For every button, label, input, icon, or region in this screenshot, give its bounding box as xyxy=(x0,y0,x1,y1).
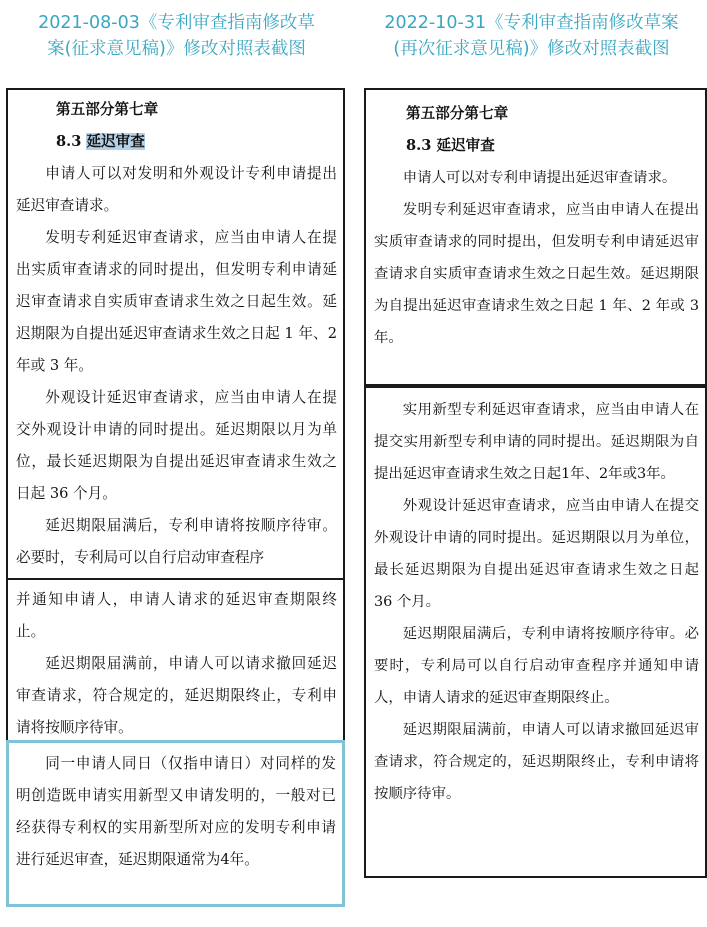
right-paragraph-5: 延迟期限届满后，专利申请将按顺序待审。必要时，专利局可以自行启动审查程序并通知申请人，申请人请求的延迟审查期限终止。 xyxy=(374,626,699,706)
right-paragraph-1: 申请人可以对专利申请提出延迟审查请求。 xyxy=(402,170,677,186)
right-title-line2: (再次征求意见稿)》修改对照表截图 xyxy=(393,39,670,59)
left-paragraph-3: 外观设计延迟审查请求，应当由申请人在提交外观设计申请的同时提出。延迟期限以月为单位，最长延迟期限为自提出延迟审查请求生效之日起 36 个月。 xyxy=(16,389,337,502)
left-paragraph-6: 同一申请人同日（仅指申请日）对同样的发明创造既申请实用新型又申请发明的，一般对已经获得专利权的实用新型所对应的发明专利申请进行延迟审查，延迟期限通常为4年。 xyxy=(16,755,336,868)
left-paragraph-1: 申请人可以对发明和外观设计专利申请提出延迟审查请求。 xyxy=(16,165,337,214)
left-paragraph-5: 延迟期限届满前，申请人可以请求撤回延迟审查请求，符合规定的，延迟期限终止，专利申请将按顺序待审。 xyxy=(16,655,337,736)
left-paragraph-4-continued: 并通知申请人，申请人请求的延迟审查期限终止。 xyxy=(16,591,337,640)
right-paragraph-6: 延迟期限届满前，申请人可以请求撤回延迟审查请求，符合规定的，延迟期限终止，专利申请将按顺序待审。 xyxy=(374,722,699,802)
right-paragraph-3: 实用新型专利延迟审查请求，应当由申请人在提交实用新型专利申请的同时提出。延迟期限为自提出延迟审查请求生效之日起1年、2年或3年。 xyxy=(374,402,699,482)
left-title-line1: 2021-08-03《专利审查指南修改草 xyxy=(38,13,315,33)
left-section-title-highlight: 延迟审查 xyxy=(86,133,145,150)
right-paragraph-4: 外观设计延迟审查请求，应当由申请人在提交外观设计申请的同时提出。延迟期限以月为单位，最长延迟期限为自提出延迟审查请求生效之日起 36 个月。 xyxy=(374,498,699,610)
right-title-line1: 2022-10-31《专利审查指南修改草案 xyxy=(384,13,679,33)
left-paragraph-4: 延迟期限届满后，专利申请将按顺序待审。必要时，专利局可以自行启动审查程序 xyxy=(16,517,337,566)
right-paragraph-2: 发明专利延迟审查请求，应当由申请人在提出实质审查请求的同时提出，但发明专利申请延迟审查请求自实质审查请求生效之日起生效。延迟期限为自提出延迟审查请求生效之日起 1 年、2 年或 3 年。 xyxy=(374,202,699,346)
right-column-title xyxy=(358,10,705,62)
left-table-cell-3-highlighted xyxy=(6,740,345,907)
left-section-number: 8.3 xyxy=(56,133,87,150)
right-table-cell-1 xyxy=(364,88,707,386)
left-chapter-heading: 第五部分第七章 xyxy=(56,101,159,118)
left-table-cell-2 xyxy=(6,578,345,742)
left-title-line2: 案(征求意见稿)》修改对照表截图 xyxy=(47,39,306,59)
right-section-heading: 8.3 延迟审查 xyxy=(406,137,495,154)
left-table-cell-1 xyxy=(6,88,345,580)
right-table-cell-2 xyxy=(364,386,707,878)
right-chapter-heading: 第五部分第七章 xyxy=(406,105,509,122)
left-paragraph-2: 发明专利延迟审查请求，应当由申请人在提出实质审查请求的同时提出，但发明专利申请延迟审查请求自实质审查请求生效之日起生效。延迟期限为自提出延迟审查请求生效之日起 1 年、2 年或 3 年。 xyxy=(16,229,337,374)
left-section-heading xyxy=(16,126,337,158)
left-column-title xyxy=(4,10,349,62)
